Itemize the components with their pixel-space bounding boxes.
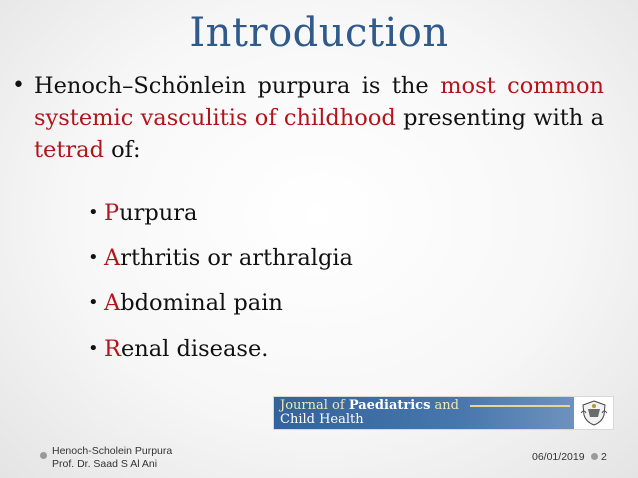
tetrad-rest: urpura — [119, 200, 198, 226]
banner-stripe — [470, 405, 570, 407]
lead-text-part3: of: — [103, 137, 141, 163]
lead-text-part1: Henoch–Schönlein purpura is the — [34, 73, 441, 99]
footer-topic: Henoch-Scholein Purpura — [52, 445, 173, 457]
footer-dot-left — [40, 452, 47, 459]
slide-title: Introduction — [189, 10, 449, 56]
bullet-icon: • — [88, 247, 99, 268]
bullet-icon: • — [88, 338, 99, 359]
tetrad-item-abdominal-pain — [88, 288, 283, 318]
footer-dot-right — [591, 453, 598, 460]
journal-logo — [273, 396, 614, 430]
journal-banner — [274, 397, 574, 429]
lead-highlight-vasculitis: most common systemic vasculitis of childhood — [34, 73, 604, 131]
tetrad-item-purpura — [88, 198, 198, 228]
page-number: 2 — [601, 451, 607, 463]
lead-paragraph — [12, 70, 604, 166]
lead-text-part2: presenting with a — [395, 105, 604, 131]
tetrad-rest: rthritis or arthralgia — [120, 245, 353, 271]
journal-name-suffix: and — [430, 398, 459, 413]
bullet-icon: • — [88, 202, 99, 223]
bullet-icon: • — [12, 73, 25, 98]
bullet-icon: • — [88, 292, 99, 313]
tetrad-item-arthritis — [88, 243, 353, 273]
lead-text — [34, 70, 604, 166]
footer-date: 06/01/2019 — [532, 451, 585, 463]
tetrad-rest: bdominal pain — [120, 290, 283, 316]
tetrad-initial: R — [104, 336, 121, 362]
footer-author: Prof. Dr. Saad S Al Ani — [52, 458, 158, 470]
tetrad-item-renal-disease — [88, 334, 269, 364]
journal-name-bold: Paediatrics — [348, 398, 431, 413]
tetrad-initial: A — [104, 290, 121, 316]
lead-highlight-tetrad: tetrad — [34, 137, 104, 163]
tetrad-initial: P — [104, 200, 120, 226]
journal-name-prefix: Journal of — [280, 398, 349, 413]
tetrad-initial: A — [104, 245, 121, 271]
crest-icon — [579, 399, 609, 427]
tetrad-rest: enal disease. — [120, 336, 269, 362]
footer-credits — [52, 445, 172, 471]
journal-name-line1 — [280, 398, 459, 413]
journal-name-line2: Child Health — [280, 412, 364, 427]
